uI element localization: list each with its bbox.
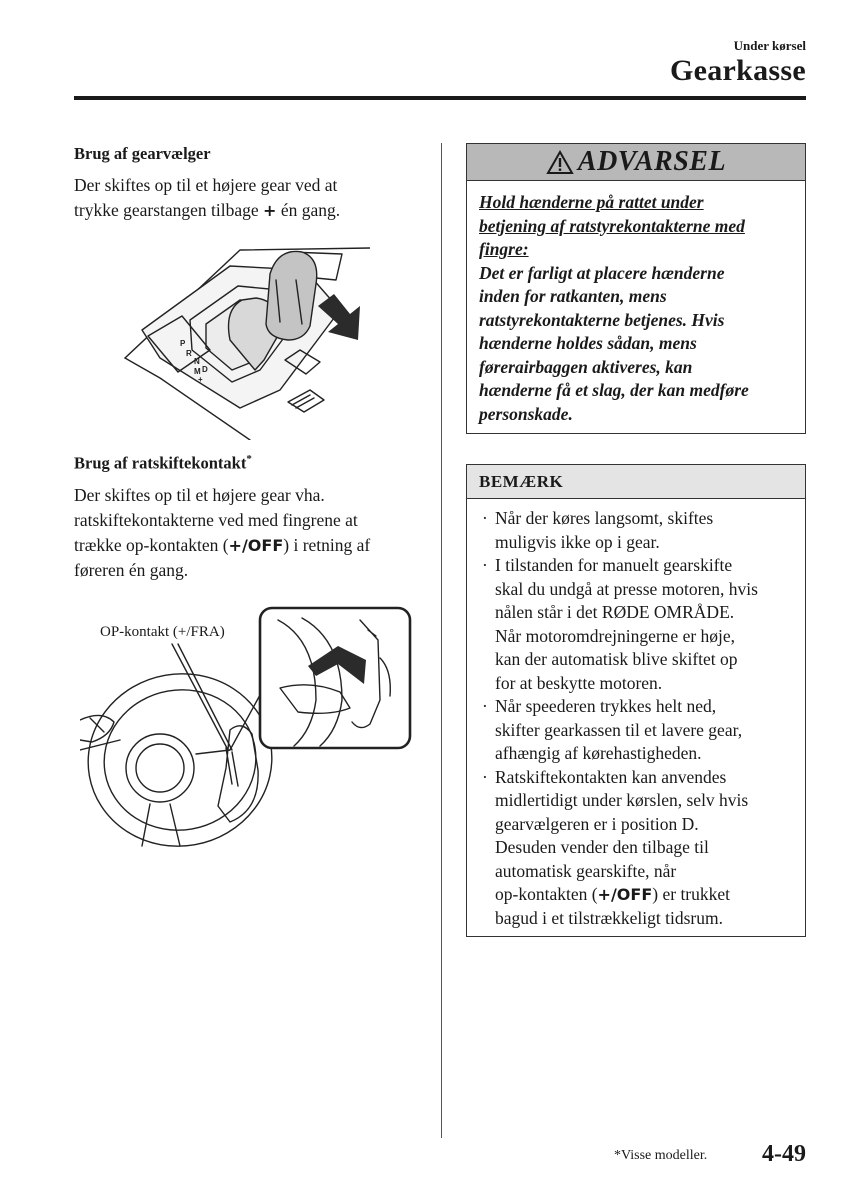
section-text xyxy=(74,173,414,223)
warning-line: førerairbaggen aktiveres, kan xyxy=(479,356,693,377)
gear-label-n: N xyxy=(194,357,200,366)
list-item: · Når speederen trykkes helt ned, skifter gearkassen til et lavere gear, afhængig af kørehastigheden. xyxy=(495,695,793,766)
note-list xyxy=(467,499,805,930)
gear-label-r: R xyxy=(186,349,192,358)
text-line: Der skiftes op til et højere gear vha. xyxy=(74,484,325,505)
warning-text xyxy=(467,181,805,426)
warning-line: inden for ratkanten, mens xyxy=(479,286,667,306)
warning-line: Det er farligt at placere hænderne xyxy=(479,262,725,283)
callout-label: OP-kontakt (+/FRA) xyxy=(100,624,225,640)
note-header: BEMÆRK xyxy=(467,465,805,499)
page-title: Gearkasse xyxy=(669,54,806,87)
warning-lead-line: Hold hænderne på rattet under xyxy=(479,192,704,212)
gear-label-plus: + xyxy=(198,375,203,384)
header-rule xyxy=(74,96,806,100)
warning-line: hænderne få et slag, der kan medføre xyxy=(479,380,749,400)
section-gear-selector xyxy=(74,144,414,223)
section-paddle-switch xyxy=(74,453,414,583)
note-box xyxy=(466,464,806,937)
gear-lever-illustration xyxy=(120,240,370,440)
text-line: trykke gearstangen tilbage + én gang. xyxy=(74,200,341,220)
gear-label-p: P xyxy=(180,339,186,348)
gear-label-d: D xyxy=(202,365,208,374)
gear-label-m: M xyxy=(194,367,201,376)
warning-line: personskade. xyxy=(479,403,573,424)
page-number: 4-49 xyxy=(762,1141,806,1167)
warning-box xyxy=(466,143,806,434)
plus-off-symbol: +/OFF xyxy=(228,535,284,555)
list-item: · Når der køres langsomt, skiftes muligvis ikke op i gear. xyxy=(495,507,793,554)
list-item: · I tilstanden for manuelt gearskifte skal du undgå at presse motoren, hvis nålen står i det RØDE OMRÅDE. Når motoromdrejningerne er høje, kan der automatisk blive skiftet op for at beskytte motoren. xyxy=(495,554,793,695)
header-section: Under kørsel xyxy=(733,38,806,53)
text-line: føreren én gang. xyxy=(74,559,189,580)
text-line: ratskiftekontakterne ved med fingrene at xyxy=(74,509,358,530)
column-divider xyxy=(441,143,442,1138)
warning-title: ADVARSEL xyxy=(577,146,727,177)
plus-off-symbol: +/OFF xyxy=(597,885,653,904)
warning-line: ratstyrekontakterne betjenes. Hvis xyxy=(479,309,725,330)
section-heading: Brug af ratskiftekontakt* xyxy=(74,453,252,473)
list-item: · Ratskiftekontakten kan anvendes midlertidigt under kørslen, selv hvis gearvælgeren er i position D. Desuden vender den tilbage til automatisk gearskifte, når op-kontakten (+/OFF) er trukket bagud i et tilstrækkeligt tidsrum. xyxy=(495,766,793,931)
warning-header xyxy=(467,144,805,181)
text-line: Der skiftes op til et højere gear ved at xyxy=(74,175,338,195)
warning-lead-line: betjening af ratstyrekontakterne med xyxy=(479,215,745,236)
section-heading: Brug af gearvælger xyxy=(74,144,211,163)
warning-triangle-icon xyxy=(546,150,574,175)
section-text xyxy=(74,483,414,583)
warning-line: hænderne holdes sådan, mens xyxy=(479,333,697,353)
footnote: *Visse modeller. xyxy=(614,1148,708,1163)
plus-symbol: + xyxy=(263,201,277,220)
text-line: trække op-kontakten (+/OFF) i retning af xyxy=(74,534,371,555)
warning-lead-line: fingre: xyxy=(479,239,529,259)
steering-wheel-illustration xyxy=(80,600,415,860)
